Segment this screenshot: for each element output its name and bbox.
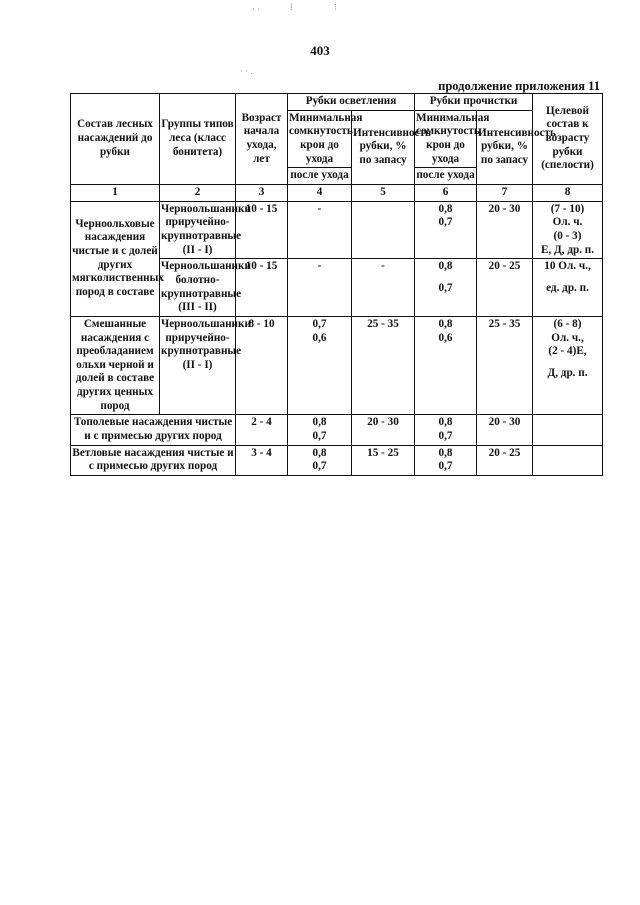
- light-intensity-cell: 25 - 35: [352, 316, 415, 415]
- target-line: (2 - 4)Е,: [548, 345, 587, 358]
- target-line: (7 - 10): [550, 202, 585, 215]
- closure-value: 0,6: [312, 331, 327, 344]
- closure-value: 0,8: [438, 416, 453, 429]
- target-line: Д, др. п.: [547, 366, 588, 379]
- target-cell: [533, 316, 603, 415]
- light-intensity-cell: -: [352, 259, 415, 317]
- closure-value: 0,8: [438, 446, 453, 459]
- header-composition: Состав лесных насаждений до рубки: [71, 94, 160, 185]
- target-cell: [533, 259, 603, 317]
- start-age-cell: 10 - 15: [236, 259, 288, 317]
- clean-closure-cell: [415, 316, 477, 415]
- light-intensity-cell: 15 - 25: [352, 445, 415, 475]
- light-closure-cell: -: [288, 259, 352, 317]
- target-cell: [533, 415, 603, 445]
- closure-value: 0,6: [438, 331, 453, 344]
- header-thinning-clean: Рубки прочистки: [415, 94, 533, 111]
- target-line: Ол. ч.: [552, 216, 583, 229]
- table-row: [71, 316, 603, 415]
- column-number: 8: [533, 184, 603, 201]
- closure-value: 0,7: [312, 317, 327, 330]
- column-number: 1: [71, 184, 160, 201]
- clean-intensity-cell: 20 - 30: [477, 201, 533, 259]
- column-number: 3: [236, 184, 288, 201]
- closure-value: 0,8: [312, 446, 327, 459]
- closure-value: 0,8: [312, 416, 327, 429]
- continuation-note: продолжение приложения 11: [438, 79, 600, 93]
- header-after-care-light: после ухода: [288, 168, 352, 185]
- clean-intensity-cell: 20 - 30: [477, 415, 533, 445]
- table-row: [71, 445, 603, 475]
- header-target: Целевой состав к возрасту рубки (спелости): [533, 94, 603, 185]
- scan-speck: · ·: [252, 4, 261, 14]
- closure-value: 0,7: [438, 281, 453, 294]
- forest-care-table: [70, 93, 603, 476]
- light-closure-cell: -: [288, 201, 352, 259]
- header-start-age: Возраст начала ухода, лет: [236, 94, 288, 185]
- column-number: 7: [477, 184, 533, 201]
- scan-speck: · · .: [240, 66, 253, 76]
- light-intensity-cell: [352, 201, 415, 259]
- closure-value: 0,7: [438, 460, 453, 473]
- closure-value: 0,7: [438, 430, 453, 443]
- scan-speck: ⁞: [290, 2, 293, 12]
- clean-closure-cell: [415, 201, 477, 259]
- closure-value: 0,7: [312, 460, 327, 473]
- closure-value: 0,7: [312, 430, 327, 443]
- light-closure-cell: [288, 445, 352, 475]
- start-age-cell: 2 - 4: [236, 415, 288, 445]
- clean-intensity-cell: 25 - 35: [477, 316, 533, 415]
- light-closure-cell: [288, 316, 352, 415]
- forest-type-cell: Черноольшаники приручейно-крупнотравные (II - I): [160, 201, 236, 259]
- clean-intensity-cell: 20 - 25: [477, 445, 533, 475]
- header-thinning-light: Рубки осветления: [288, 94, 415, 111]
- column-number-row: [71, 184, 603, 201]
- closure-value: 0,7: [438, 216, 453, 229]
- composition-cell: Черноольховые насаждения чистые и с долей других мягколиственных пород в составе: [71, 201, 160, 316]
- column-number: 6: [415, 184, 477, 201]
- light-intensity-cell: 20 - 30: [352, 415, 415, 445]
- closure-value: 0,8: [438, 202, 453, 215]
- clean-closure-cell: [415, 259, 477, 317]
- target-cell: [533, 445, 603, 475]
- start-age-cell: 3 - 4: [236, 445, 288, 475]
- header-intensity-light: Интенсивность рубки, % по запасу: [352, 110, 415, 184]
- clean-closure-cell: [415, 445, 477, 475]
- closure-value: 0,8: [438, 260, 453, 273]
- forest-type-cell: Черноольшаники болотно-крупнотравные (III - II): [160, 259, 236, 317]
- clean-closure-cell: [415, 415, 477, 445]
- composition-cell: Смешанные насаждения с преобладанием ольхи черной и долей в составе других ценных пород: [71, 316, 160, 415]
- target-line: (0 - 3): [553, 229, 582, 242]
- target-line: Е, Д, др. п.: [540, 243, 595, 256]
- table-row: [71, 201, 603, 259]
- target-line: (6 - 8): [553, 317, 582, 330]
- header-intensity-clean: Интенсивность рубки, % по запасу: [477, 110, 533, 184]
- header-min-closure-light: Минимальная сомкнутость крон до ухода: [288, 110, 352, 168]
- composition-cell: Тополевые насаждения чистые и с примесью других пород: [71, 415, 236, 445]
- start-age-cell: 8 - 10: [236, 316, 288, 415]
- target-line: ед. др. п.: [546, 281, 589, 294]
- start-age-cell: 10 - 15: [236, 201, 288, 259]
- table-header-row: [71, 94, 603, 111]
- column-number: 4: [288, 184, 352, 201]
- header-after-care-clean: после ухода: [415, 168, 477, 185]
- target-line: 10 Ол. ч.,: [544, 260, 591, 273]
- scan-speck: ⁝: [334, 2, 337, 12]
- column-number: 5: [352, 184, 415, 201]
- forest-type-cell: Черноольшаники приручейно-крупнотравные (II - I): [160, 316, 236, 415]
- page-number: 403: [310, 43, 330, 58]
- table-row: [71, 415, 603, 445]
- column-number: 2: [160, 184, 236, 201]
- header-min-closure-clean: Минимальная сомкнутость крон до ухода: [415, 110, 477, 168]
- header-forest-types: Группы типов леса (класс бонитета): [160, 94, 236, 185]
- target-line: Ол. ч.,: [551, 331, 584, 344]
- composition-cell: Ветловые насаждения чистые и с примесью других пород: [71, 445, 236, 475]
- target-cell: [533, 201, 603, 259]
- clean-intensity-cell: 20 - 25: [477, 259, 533, 317]
- light-closure-cell: [288, 415, 352, 445]
- closure-value: 0,8: [438, 317, 453, 330]
